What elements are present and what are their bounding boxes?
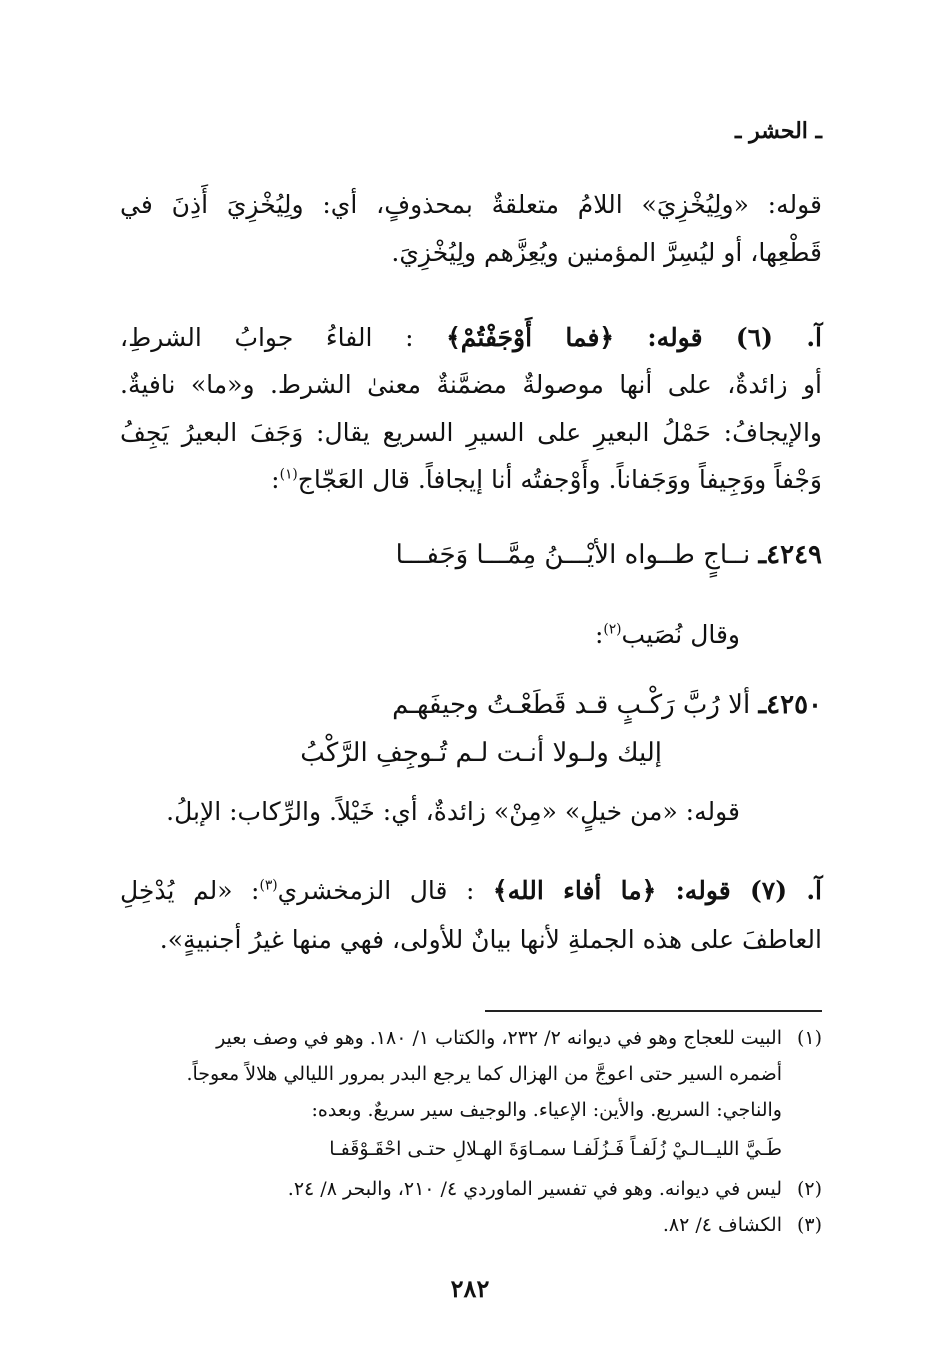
footnote	[120, 1178, 822, 1200]
verse-6-explanation: : الفاءُ جوابُ الشرطِ،	[120, 323, 414, 352]
poem-number: ٤٢٤٩ـ	[758, 540, 822, 570]
footnote	[120, 1214, 822, 1236]
verse-6-heading: آ. (٦) قوله: ﴿فما أَوْجَفْتُمْ﴾	[446, 323, 823, 352]
running-header: ـ الحشر ـ	[735, 118, 822, 144]
footnote-verse: طَـيَّ الليــالـيْ زُلَفـاً فَـزُلَفـا سمـاوَةَ الهـلالِ حتـى احْقَـوْقَفـا	[329, 1138, 782, 1160]
paragraph-line	[120, 465, 822, 494]
footnote: والناجي: السريع. والأين: الإعياء. والوجيف سير سريعٌ. وبعده:	[311, 1099, 782, 1121]
footnote-number: (١)	[796, 1027, 822, 1049]
verse-7-heading: آ. (٧) قوله: ﴿ما أفاء الله﴾	[492, 876, 822, 905]
footnote-ref: (٣)	[259, 877, 278, 894]
poem-line	[396, 540, 822, 570]
footnote	[120, 1027, 822, 1049]
paragraph-line: قوله: «من خيلٍ» «مِنْ» زائدةٌ، أي: خَيْلاً. والرِّكاب: الإبلُ.	[166, 797, 740, 826]
verse-7-heading-line	[120, 876, 822, 905]
verse-7-explanation	[120, 876, 474, 905]
paragraph-line: أو زائدةٌ، على أنها موصولةٌ مضمَّنةٌ معنىٰ الشرط. و«ما» نافيةٌ.	[120, 370, 822, 399]
footnote-text: ليس في ديوانه. وهو في تفسير الماوردي ٤/ ٢١٠، والبحر ٨/ ٢٤.	[287, 1178, 782, 1200]
paragraph-text: : «لم يُدْخِلِ	[120, 876, 260, 905]
footnote-ref: (٢)	[603, 621, 622, 638]
poem-text: نــاجٍ طــواه الأيْـــنُ مِمَّـــا وَجَفـــا	[395, 540, 751, 570]
paragraph-line: قَطْعِها، أو ليُسِرَّ المؤمنين ويُعِزَّهم ولِيُخْزِيَ.	[391, 238, 822, 267]
paragraph-line: قوله: «ولِيُخْزِيَ» اللامُ متعلقةٌ بمحذوفٍ، أي: ولِيُخْزِيَ أَذِنَ في	[120, 190, 822, 219]
footnote-text: البيت للعجاج وهو في ديوانه ٢/ ٢٣٢، والكتاب ١/ ١٨٠. وهو في وصف بعير	[216, 1027, 782, 1049]
paragraph-text: : قال الزمخشري	[277, 876, 475, 905]
page-number: ٢٨٢	[450, 1274, 490, 1303]
paragraph-line: العاطفَ على هذه الجملةِ لأنها بيانٌ للأولى، فهي منها غيرُ أجنبيةٍ».	[159, 925, 822, 954]
quote-intro	[595, 620, 740, 649]
paragraph-line: والإيجافُ: حَمْلُ البعيرِ على السيرِ السريع يقال: وَجَفَ البعيرُ يَجِفُ	[120, 418, 822, 447]
colon: :	[271, 465, 280, 494]
footnote-number: (٢)	[796, 1178, 822, 1200]
footnote-separator	[485, 1010, 822, 1012]
poem-line: إليك ولـولا أنـت لـم تُـوجِفِ الرَّكْبُ	[300, 738, 662, 768]
footnote-ref: (١)	[279, 466, 298, 483]
footnote-text: الكشاف ٤/ ٨٢.	[662, 1214, 782, 1236]
poem-number: ٤٢٥٠ـ	[758, 690, 822, 720]
quote-intro-text: وقال نُصَيب	[621, 620, 740, 649]
poem-text: ألا رُبَّ رَكْـبٍ قـد قَطَعْـتُ وجيفَهـم	[392, 690, 751, 720]
footnote-number: (٣)	[796, 1214, 822, 1236]
paragraph-text: وَجْفاً ووَجِيفاً ووَجَفاناً. وأَوْجفتُه أنا إيجافاً. قال العَجّاج	[297, 465, 822, 494]
verse-6-heading-line	[120, 323, 822, 352]
footnote: أضمره السير حتى اعوجَّ من الهزال كما يرجع البدر بمرور الليالي هلالاً معوجاً.	[186, 1063, 782, 1085]
colon: :	[594, 620, 604, 649]
poem-line	[392, 690, 822, 720]
